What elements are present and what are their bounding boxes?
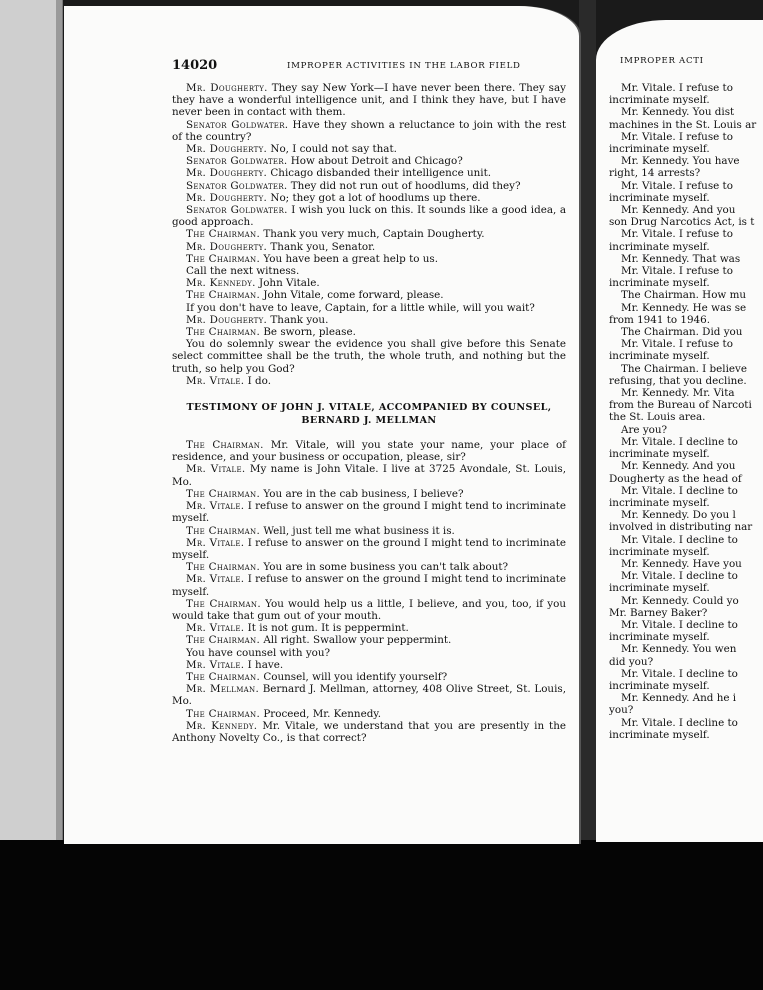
transcript-paragraph: [172, 192, 566, 204]
right-page-line: incriminate myself.: [609, 496, 710, 509]
transcript-paragraph: [172, 82, 566, 119]
transcript-paragraph: [172, 180, 566, 192]
right-page-line: Mr. Vitale. I refuse to: [621, 338, 733, 351]
paragraph-text: Thank you.: [267, 313, 329, 326]
speaker-name: Mr. Vitale.: [186, 658, 245, 671]
right-page-line: from the Bureau of Narcoti: [609, 399, 752, 412]
paragraph-text: It is not gum. It is peppermint.: [244, 622, 409, 635]
speaker-name: Senator Goldwater.: [186, 179, 288, 192]
page-header: [112, 58, 567, 76]
right-page-line: Mr. Kennedy. That was: [621, 252, 741, 265]
paragraph-text: Be sworn, please.: [260, 326, 356, 339]
transcript-paragraph: [172, 375, 566, 387]
paragraph-text: Call the next witness.: [186, 265, 300, 278]
transcript-paragraph: [172, 326, 566, 338]
speaker-name: The Chairman.: [186, 524, 261, 537]
transcript-paragraph: [172, 314, 566, 326]
paragraph-text: John Vitale, come forward, please.: [260, 289, 444, 302]
paragraph-text: Well, just tell me what business it is.: [260, 524, 455, 537]
paragraph-text: Mr. Vitale, we understand that you are presently in the Anthony Novelty Co., is that correct?: [172, 719, 566, 744]
transcript-paragraph: [172, 671, 566, 683]
speaker-name: The Chairman.: [186, 439, 264, 452]
right-page-line: incriminate myself.: [609, 582, 710, 595]
right-page-line: Mr. Kennedy. You dist: [621, 106, 735, 119]
right-page-line: refusing, that you decline.: [609, 374, 747, 387]
transcript-paragraph: [172, 338, 566, 375]
right-running-title: IMPROPER ACTI: [620, 56, 704, 66]
right-page-line: Mr. Kennedy. Could yo: [621, 594, 739, 607]
right-page-line: Mr. Kennedy. Have you: [621, 557, 742, 570]
right-page-line: Mr. Vitale. I decline to: [621, 716, 738, 729]
right-page-line: Mr. Vitale. I decline to: [621, 618, 738, 631]
transcript-paragraph: [172, 488, 566, 500]
right-page-line: Mr. Kennedy. And you: [621, 460, 736, 473]
speaker-name: Senator Goldwater.: [186, 118, 289, 131]
speaker-name: Mr. Kennedy.: [186, 719, 258, 732]
paragraph-text: Chicago disbanded their intelligence unit.: [267, 167, 492, 180]
right-page-line: incriminate myself.: [609, 545, 710, 558]
paragraph-text: You are in the cab business, I believe?: [260, 487, 464, 500]
paragraph-text: They say New York—I have never been there. They say they have a wonderful intelligence unit, and I think they have, but I have never been in contact with them.: [172, 82, 566, 119]
transcript-paragraph: [172, 525, 566, 537]
speaker-name: Mr. Vitale.: [186, 500, 245, 513]
speaker-name: Mr. Vitale.: [186, 536, 245, 549]
right-page-line: Mr. Kennedy. You have: [621, 155, 740, 168]
transcript-paragraph: [172, 302, 566, 314]
speaker-name: Mr. Vitale.: [186, 374, 245, 387]
speaker-name: Mr. Dougherty.: [186, 240, 268, 253]
right-page-line: Mr. Barney Baker?: [609, 606, 708, 619]
paragraph-text: Mr. Vitale, will you state your name, your place of residence, and your business or occupation, please, sir?: [172, 439, 567, 464]
transcript-paragraph: [172, 708, 566, 720]
speaker-name: Senator Goldwater.: [186, 204, 288, 217]
right-page-line: incriminate myself.: [609, 277, 710, 290]
testimony-heading: TESTIMONY OF JOHN J. VITALE, ACCOMPANIED BY COUNSEL, BERNARD J. MELLMAN: [186, 402, 552, 427]
right-page-line: Dougherty as the head of: [609, 472, 742, 485]
paragraph-text: Thank you, Senator.: [267, 240, 376, 253]
right-page-line: Mr. Vitale. I refuse to: [621, 265, 733, 278]
paragraph-text: You have been a great help to us.: [260, 252, 439, 265]
right-page-line: Mr. Vitale. I decline to: [621, 533, 738, 546]
right-page-line: Mr. Kennedy. You wen: [621, 643, 737, 656]
speaker-name: Mr. Kennedy.: [186, 277, 256, 290]
transcript-paragraph: [172, 265, 566, 277]
right-page-line: The Chairman. How mu: [621, 289, 747, 302]
speaker-name: The Chairman.: [186, 634, 261, 647]
speaker-name: The Chairman.: [186, 326, 261, 339]
running-title: IMPROPER ACTIVITIES IN THE LABOR FIELD: [287, 61, 521, 71]
paragraph-text: They did not run out of hoodlums, did they?: [287, 179, 521, 192]
right-page-line: Mr. Kennedy. He was se: [621, 301, 747, 314]
transcript-paragraph: [172, 253, 566, 265]
transcript-paragraph: [172, 119, 566, 143]
paragraph-text: No, I could not say that.: [267, 143, 397, 156]
left-page-body: [172, 82, 566, 744]
transcript-paragraph: [172, 289, 566, 301]
paragraph-text: How about Detroit and Chicago?: [287, 155, 463, 168]
right-page-line: Mr. Vitale. I refuse to: [621, 228, 733, 241]
paragraph-text: You are in some business you can't talk about?: [260, 561, 509, 574]
paragraph-text: I refuse to answer on the ground I might tend to incriminate myself.: [172, 500, 566, 525]
right-page-line: you?: [609, 704, 634, 717]
transcript-paragraph: [172, 143, 566, 155]
right-page-line: Mr. Kennedy. Mr. Vita: [621, 387, 735, 400]
transcript-paragraph: [172, 500, 566, 524]
right-page-line: from 1941 to 1946.: [609, 313, 710, 326]
speaker-name: Mr. Vitale.: [186, 622, 245, 635]
speaker-name: The Chairman.: [186, 487, 261, 500]
paragraph-text: Bernard J. Mellman, attorney, 408 Olive Street, St. Louis, Mo.: [172, 683, 566, 708]
paragraph-text: If you don't have to leave, Captain, for a little while, will you wait?: [186, 301, 535, 314]
speaker-name: Mr. Dougherty.: [186, 313, 268, 326]
right-page-line: incriminate myself.: [609, 679, 710, 692]
right-page-line: The Chairman. Did you: [621, 326, 743, 339]
right-page-line: Mr. Vitale. I refuse to: [621, 179, 733, 192]
paragraph-text: My name is John Vitale. I live at 3725 Avondale, St. Louis, Mo.: [172, 463, 566, 488]
right-page-line: son Drug Narcotics Act, is t: [609, 216, 755, 229]
paragraph-text: You do solemnly swear the evidence you shall give before this Senate select committee shall be the truth, the whole truth, and nothing but the truth, so help you God?: [172, 338, 566, 375]
right-page-line: Mr. Vitale. I decline to: [621, 570, 738, 583]
transcript-paragraph: [172, 537, 566, 561]
right-page-line: incriminate myself.: [609, 191, 710, 204]
transcript-paragraph: [172, 167, 566, 179]
speaker-name: Mr. Dougherty.: [186, 191, 268, 204]
speaker-name: The Chairman.: [186, 670, 261, 683]
transcript-paragraph: [172, 463, 566, 487]
transcript-paragraph: [172, 598, 566, 622]
right-page-line: Mr. Kennedy. Do you l: [621, 509, 736, 522]
paragraph-text: I wish you luck on this. It sounds like a good idea, a good approach.: [172, 204, 566, 229]
speaker-name: Senator Goldwater.: [186, 155, 288, 168]
speaker-name: The Chairman.: [186, 707, 261, 720]
right-page-line: Mr. Vitale. I decline to: [621, 435, 738, 448]
paragraph-text: You have counsel with you?: [186, 646, 331, 659]
paragraph-text: John Vitale.: [255, 277, 320, 290]
speaker-name: Mr. Dougherty.: [186, 82, 268, 94]
transcript-paragraph: [172, 155, 566, 167]
transcript-paragraph: [172, 204, 566, 228]
speaker-name: Mr. Vitale.: [186, 463, 246, 476]
paragraph-text: I do.: [244, 374, 271, 387]
paragraph-text: I refuse to answer on the ground I might tend to incriminate myself.: [172, 573, 566, 598]
speaker-name: The Chairman.: [186, 597, 261, 610]
right-page-line: Are you?: [621, 423, 668, 436]
right-page-line: Mr. Kennedy. And he i: [621, 692, 737, 705]
right-page-line: incriminate myself.: [609, 143, 710, 156]
transcript-paragraph: [172, 573, 566, 597]
speaker-name: Mr. Mellman.: [186, 683, 260, 696]
transcript-paragraph: [172, 277, 566, 289]
paragraph-text: You would help us a little, I believe, and you, too, if you would take that gum out of your mouth.: [172, 597, 567, 622]
speaker-name: The Chairman.: [186, 252, 261, 265]
right-page-body: [609, 82, 763, 741]
transcript-paragraph: [172, 634, 566, 646]
right-page-line: incriminate myself.: [609, 240, 710, 253]
right-page-line: Mr. Vitale. I refuse to: [621, 130, 733, 143]
right-page-line: Mr. Vitale. I decline to: [621, 484, 738, 497]
speaker-name: Mr. Dougherty.: [186, 143, 268, 156]
speaker-name: The Chairman.: [186, 561, 261, 574]
transcript-paragraph: [172, 241, 566, 253]
scan-background: [0, 840, 763, 990]
right-page-line: did you?: [609, 655, 654, 668]
transcript-paragraph: [172, 720, 566, 744]
right-page-line: incriminate myself.: [609, 350, 710, 363]
book-gutter: [579, 0, 596, 845]
right-page-line: Mr. Kennedy. And you: [621, 204, 736, 217]
right-page-line: The Chairman. I believe: [621, 362, 747, 375]
speaker-name: Mr. Dougherty.: [186, 167, 268, 180]
speaker-name: Mr. Vitale.: [186, 573, 245, 586]
right-page-line: machines in the St. Louis ar: [609, 118, 757, 131]
right-page-line: incriminate myself.: [609, 448, 710, 461]
transcript-paragraph: [172, 647, 566, 659]
paragraph-text: All right. Swallow your peppermint.: [260, 634, 452, 647]
transcript-paragraph: [172, 228, 566, 240]
right-page-line: incriminate myself.: [609, 728, 710, 741]
right-page-line: incriminate myself.: [609, 94, 710, 107]
paragraph-text: Have they shown a reluctance to join with the rest of the country?: [172, 118, 566, 143]
transcript-paragraph: [172, 659, 566, 671]
paragraph-text: I refuse to answer on the ground I might tend to incriminate myself.: [172, 536, 566, 561]
paragraph-text: No; they got a lot of hoodlums up there.: [267, 191, 481, 204]
speaker-name: The Chairman.: [186, 228, 261, 241]
right-page-line: Mr. Vitale. I decline to: [621, 667, 738, 680]
paragraph-text: Counsel, will you identify yourself?: [260, 670, 448, 683]
page-number: 14020: [172, 58, 218, 73]
right-page-line: Mr. Vitale. I refuse to: [621, 82, 733, 94]
right-page-line: right, 14 arrests?: [609, 167, 701, 180]
right-page-line: involved in distributing nar: [609, 521, 753, 534]
paragraph-text: Proceed, Mr. Kennedy.: [260, 707, 382, 720]
right-page-line: the St. Louis area.: [609, 411, 706, 424]
transcript-paragraph: [172, 622, 566, 634]
speaker-name: The Chairman.: [186, 289, 261, 302]
transcript-paragraph: [172, 683, 566, 707]
right-page-line: incriminate myself.: [609, 631, 710, 644]
transcript-paragraph: [172, 439, 566, 463]
paragraph-text: I have.: [244, 658, 284, 671]
transcript-paragraph: [172, 561, 566, 573]
paragraph-text: Thank you very much, Captain Dougherty.: [260, 228, 485, 241]
